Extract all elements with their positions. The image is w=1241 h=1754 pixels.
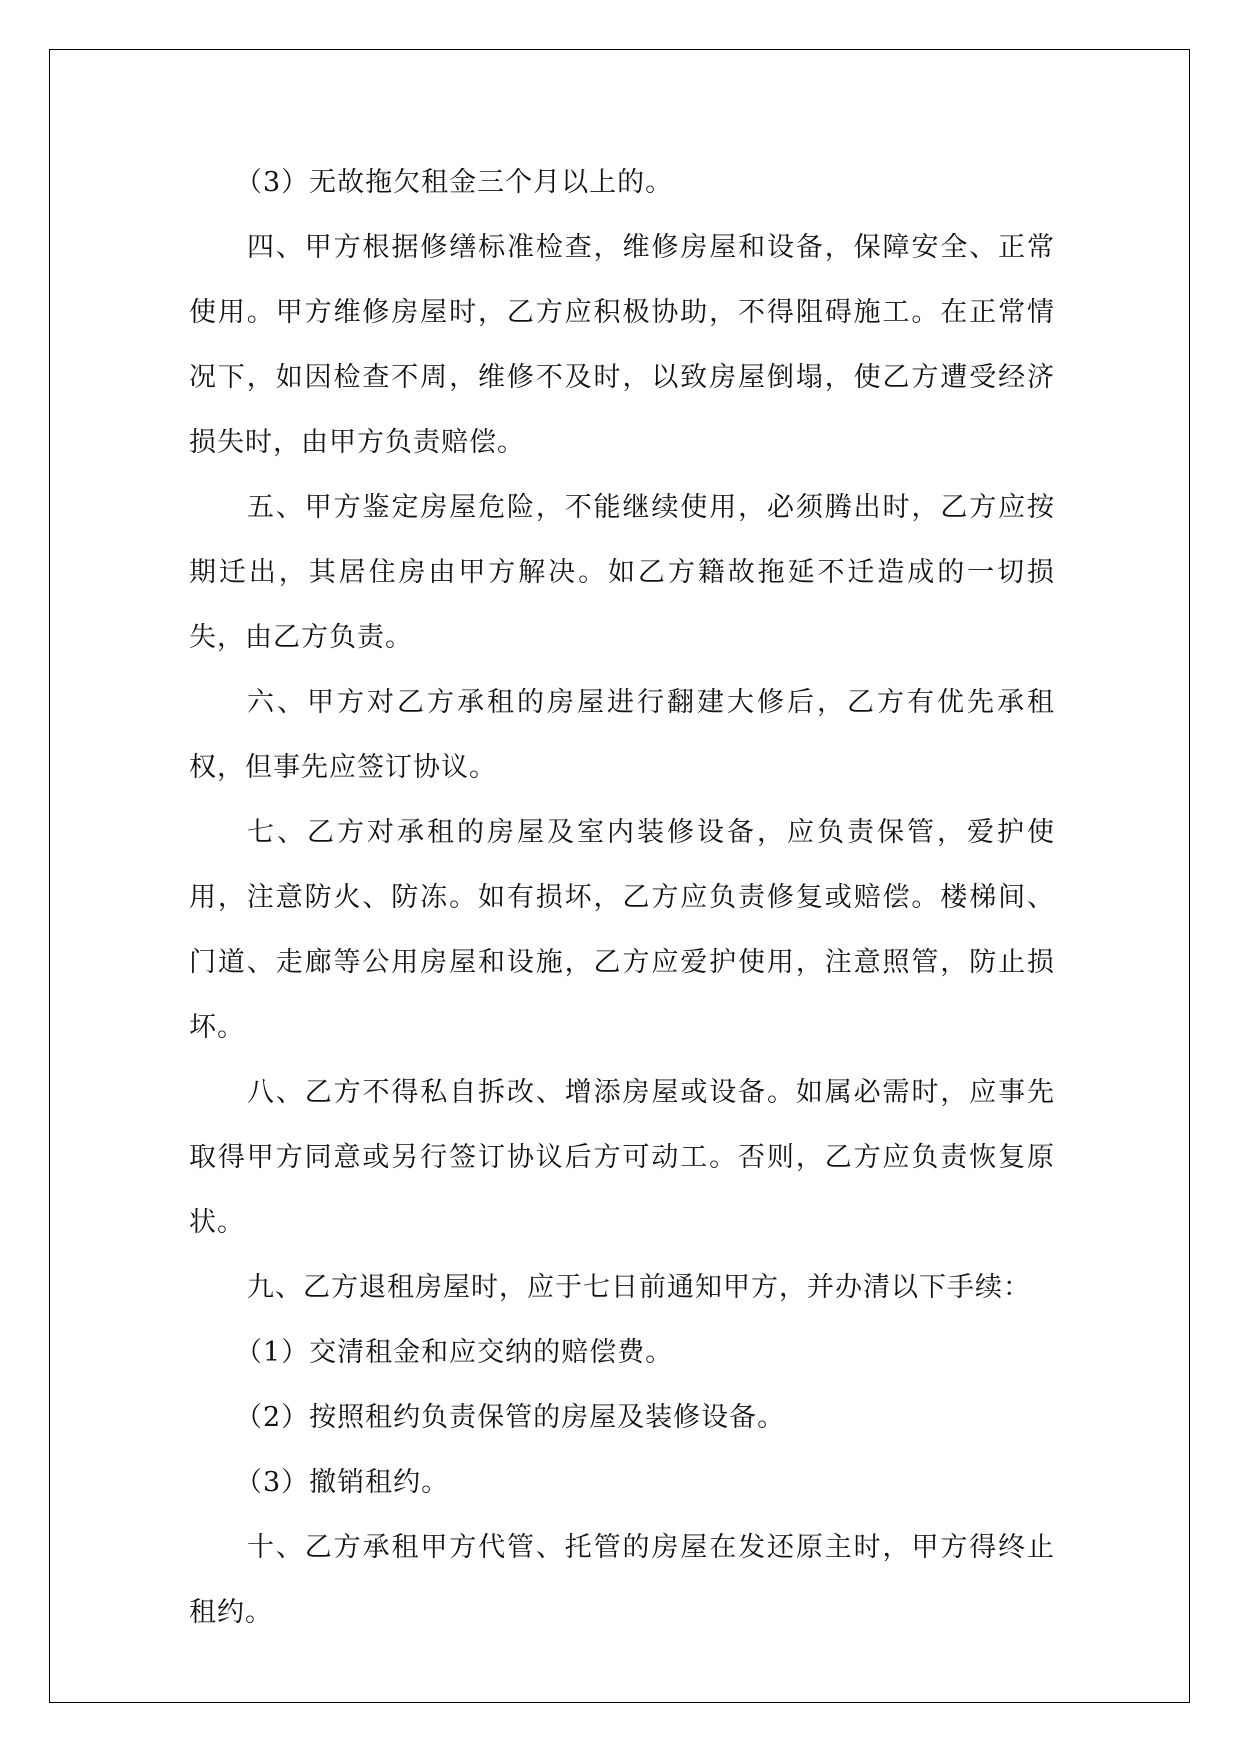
clause-6-renovation-priority: 六、甲方对乙方承租的房屋进行翻建大修后，乙方有优先承租权，但事先应签订协议。 (189, 687, 1055, 783)
clause-10-termination: 十、乙方承租甲方代管、托管的房屋在发还原主时，甲方得终止租约。 (189, 1532, 1055, 1628)
clause-9-move-out: 九、乙方退租房屋时，应于七日前通知甲方，并办清以下手续： (247, 1272, 1031, 1303)
document-body (189, 150, 1055, 1645)
clause-7-care-of-property: 七、乙方对承租的房屋及室内装修设备，应负责保管，爱护使用，注意防火、防冻。如有损坏，乙方应负责修复或赔偿。楼梯间、门道、走廊等公用房屋和设施，乙方应爱护使用，注意照管，防止损坏。 (189, 817, 1055, 1043)
clause-9-item-3: （3）撤销租约。 (235, 1467, 450, 1498)
clause-4-repairs: 四、甲方根据修缮标准检查，维修房屋和设备，保障安全、正常使用。甲方维修房屋时，乙方应积极协助，不得阻碍施工。在正常情况下，如因检查不周，维修不及时，以致房屋倒塌，使乙方遭受经济损失时，由甲方负责赔偿。 (189, 232, 1055, 458)
clause-9-item-1: （1）交清租金和应交纳的赔偿费。 (235, 1337, 674, 1368)
clause-8-no-alterations: 八、乙方不得私自拆改、增添房屋或设备。如属必需时，应事先取得甲方同意或另行签订协议后方可动工。否则，乙方应负责恢复原状。 (189, 1077, 1055, 1238)
clause-item-3-unpaid-rent: （3）无故拖欠租金三个月以上的。 (235, 167, 674, 198)
clause-5-dangerous-house: 五、甲方鉴定房屋危险，不能继续使用，必须腾出时，乙方应按期迁出，其居住房由甲方解决。如乙方籍故拖延不迁造成的一切损失，由乙方负责。 (189, 492, 1055, 653)
clause-9-item-2: （2）按照租约负责保管的房屋及装修设备。 (235, 1402, 786, 1433)
